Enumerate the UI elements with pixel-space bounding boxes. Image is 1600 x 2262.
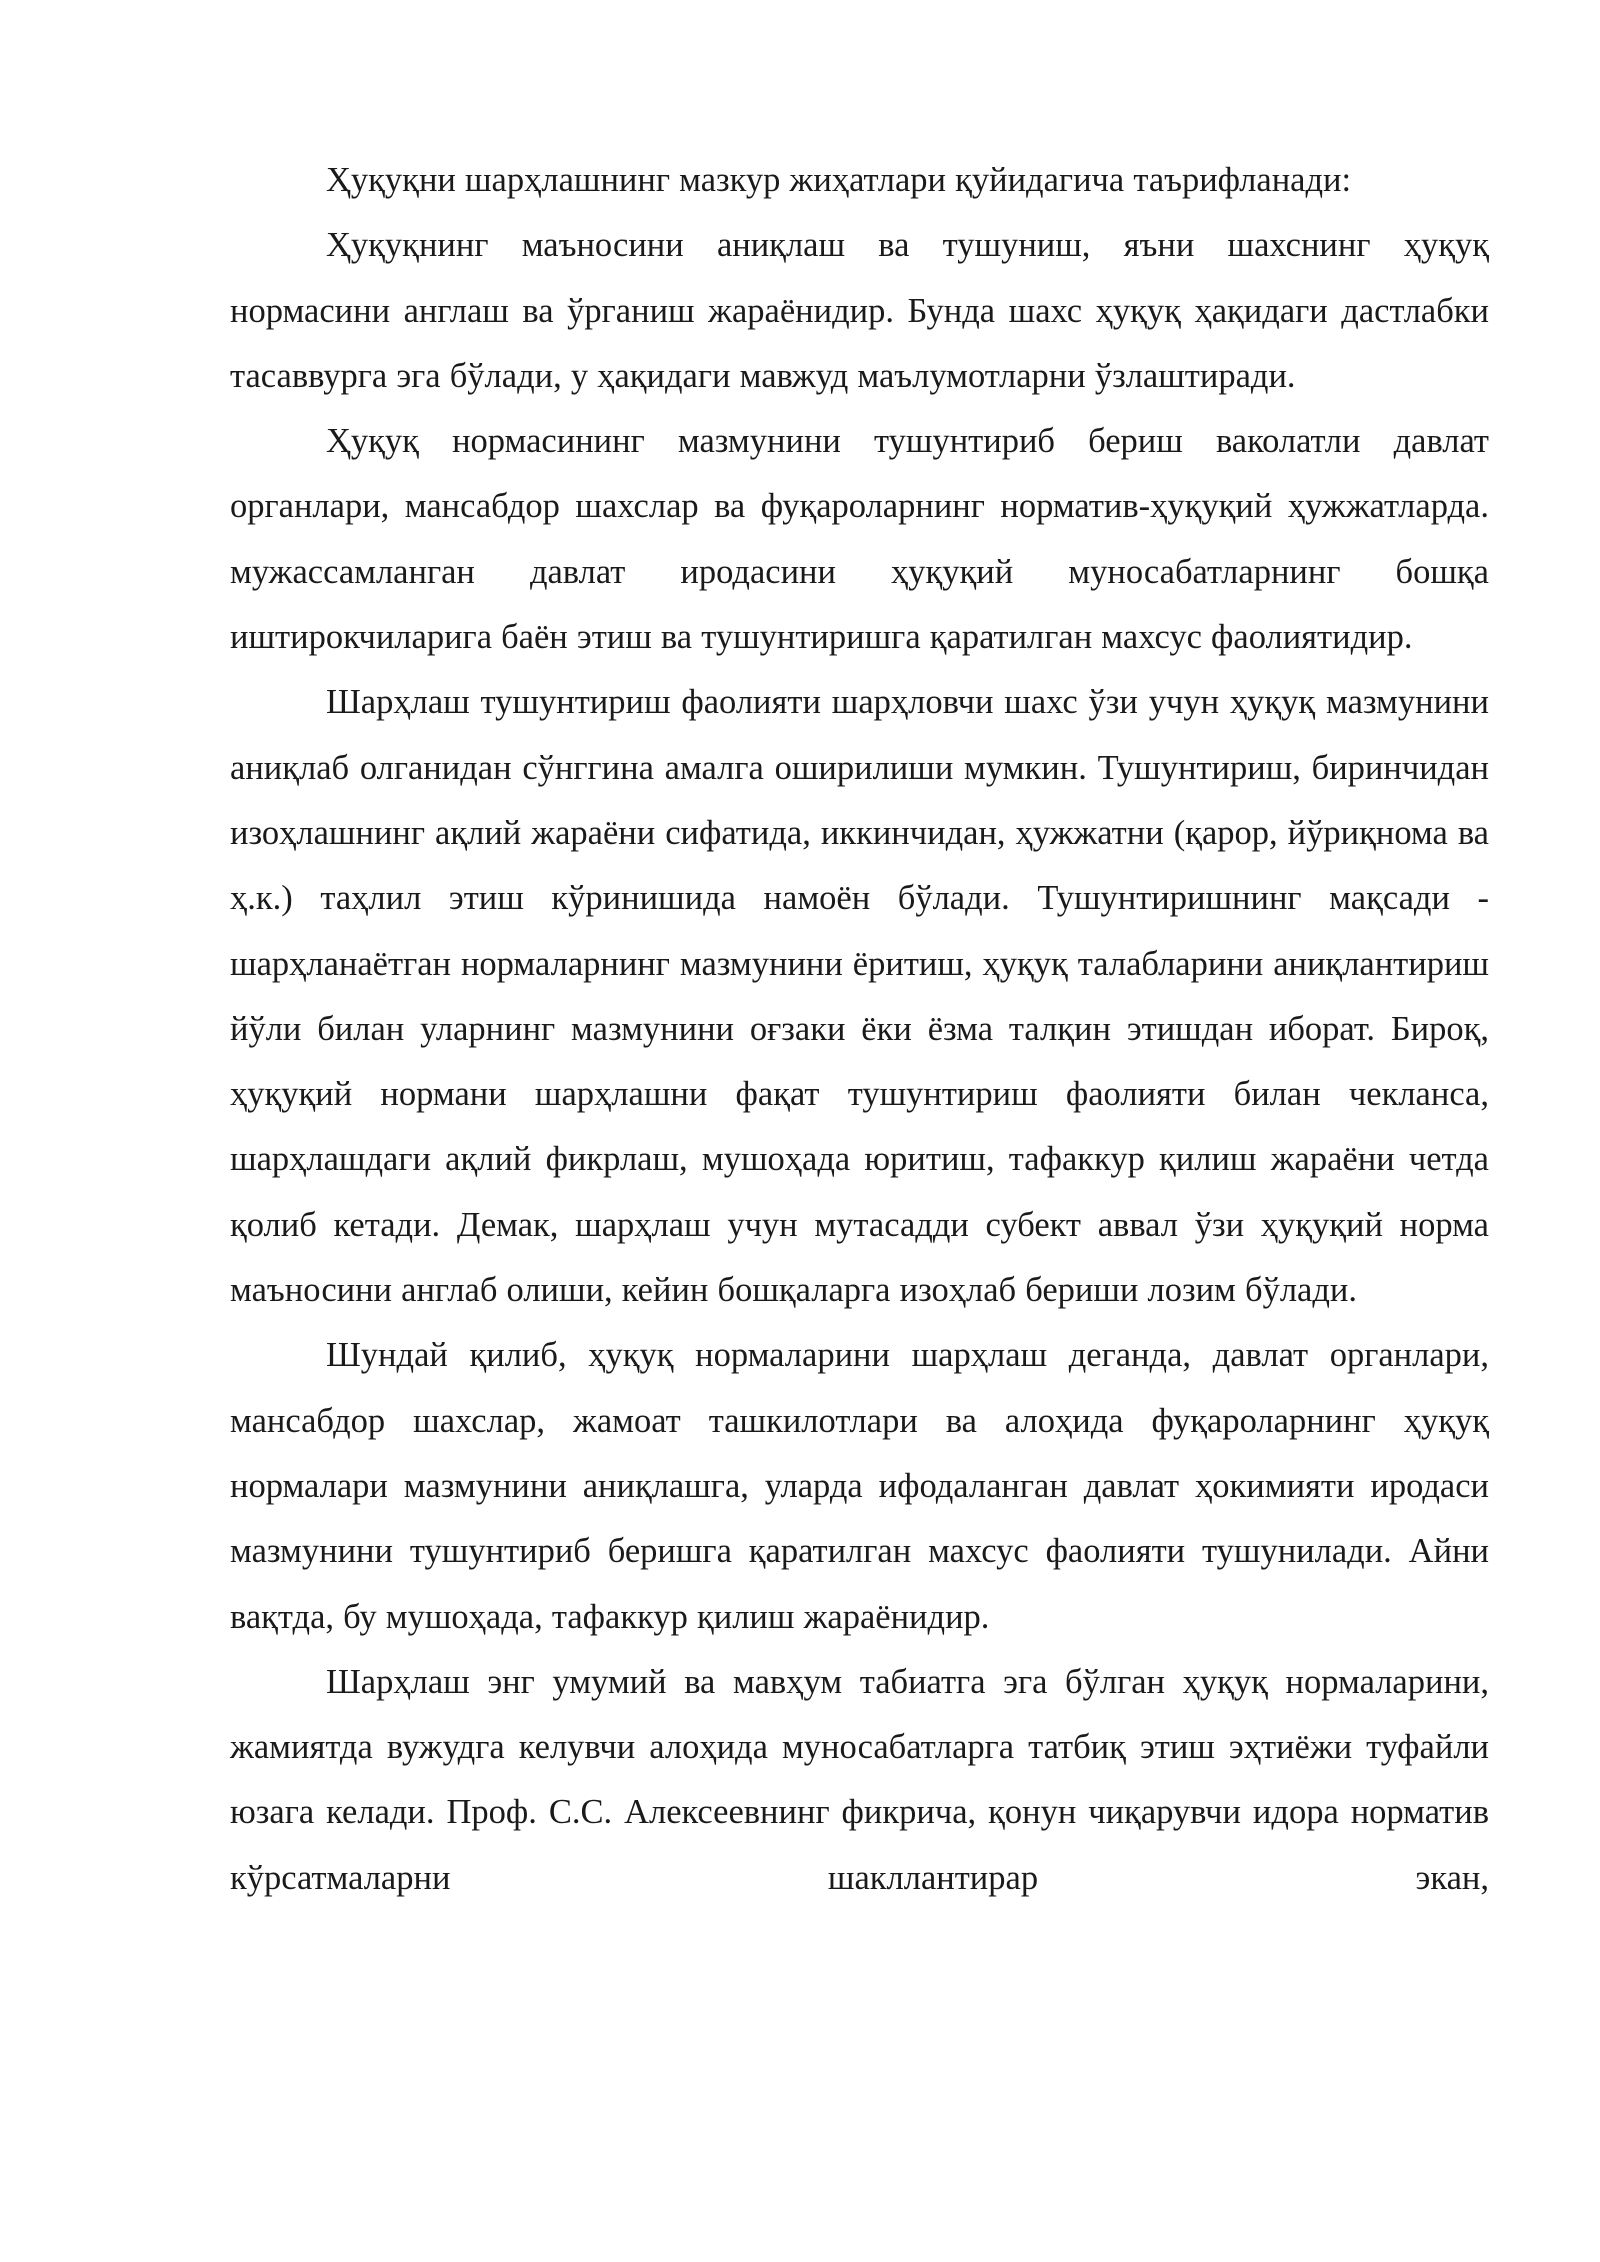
paragraph-6: Шарҳлаш энг умумий ва мавҳум табиатга эга бўлган ҳуқуқ нормаларини, жамиятда вужудга келувчи алоҳида муносабатларга татбиқ этиш эҳтиёжи туфайли юзага келади. Проф. С.С. Алексеевнинг фикрича, қонун чиқарувчи идора норматив кўрсатмаларни шакллантирар экан, (230, 1662, 1489, 1897)
paragraph-2: Ҳуқуқнинг маъносини аниқлаш ва тушуниш, яъни шахснинг ҳуқуқ нормасини англаш ва ўрганиш жараёнидир. Бунда шахс ҳуқуқ ҳақидаги дастлабки тасаввурга эга бўлади, у ҳақидаги мавжуд маълумотларни ўзлаштиради. (230, 226, 1489, 395)
paragraph-3: Ҳуқуқ нормасининг мазмунини тушунтириб бериш ваколатли давлат органлари, мансабдор шахслар ва фуқароларнинг норматив-ҳуқуқий ҳужжатларда. мужассамланган давлат иродасини ҳуқуқий муносабатларнинг бошқа иштирокчиларига баён этиш ва тушунтиришга қаратилган махсус фаолиятидир. (230, 422, 1489, 657)
paragraph-5: Шундай қилиб, ҳуқуқ нормаларини шарҳлаш деганда, давлат органлари, мансабдор шахслар, жамоат ташкилотлари ва алоҳида фуқароларнинг ҳуқуқ нормалари мазмунини аниқлашга, уларда ифодаланган давлат ҳокимияти иродаси мазмунини тушунтириб беришга қаратилган махсус фаолияти тушунилади. Айни вақтда, бу мушоҳада, тафаккур қилиш жараёнидир. (230, 1336, 1489, 1636)
paragraph-4: Шарҳлаш тушунтириш фаолияти шарҳловчи шахс ўзи учун ҳуқуқ мазмунини аниқлаб олганидан сўнггина амалга оширилиши мумкин. Тушунтириш, биринчидан изоҳлашнинг ақлий жараёни сифатида, иккинчидан, ҳужжатни (қарор, йўриқнома ва ҳ.к.) таҳлил этиш кўринишида намоён бўлади. Тушунтиришнинг мақсади - шарҳланаётган нормаларнинг мазмунини ёритиш, ҳуқуқ талабларини аниқлантириш йўли билан уларнинг мазмунини оғзаки ёки ёзма талқин этишдан иборат. Бироқ, ҳуқуқий нормани шарҳлашни фақат тушунтириш фаолияти билан чекланса, шарҳлашдаги ақлий фикрлаш, мушоҳада юритиш, тафаккур қилиш жараёни четда қолиб кетади. Демак, шарҳлаш учун мутасадди субект аввал ўзи ҳуқуқий норма маъносини англаб олиши, кейин бошқаларга изоҳлаб бериши лозим бўлади. (230, 683, 1489, 1310)
document-body (230, 148, 1489, 1911)
paragraph-1: Ҳуқуқни шарҳлашнинг мазкур жиҳатлари қуйидагича таърифланади: (326, 161, 1352, 199)
